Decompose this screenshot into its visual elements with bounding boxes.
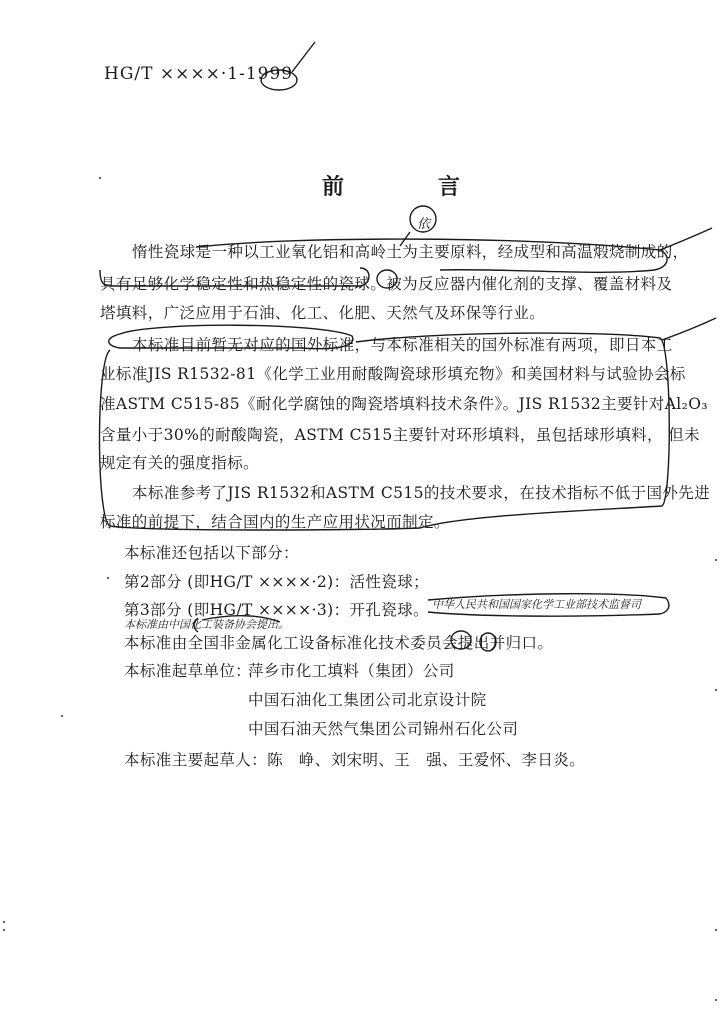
handwritten-side-note: 中华人民共和国国家化学工业部技术监督司	[432, 598, 641, 611]
page-title-right: 言	[438, 175, 461, 200]
paragraph-2-line-3: 准ASTM C515-85《耐化学腐蚀的陶瓷塔填料技术条件》。JIS R1532主要针对Al₂O₃	[100, 395, 708, 413]
document-number: HG/T ××××·1-1999	[104, 64, 294, 84]
scan-dot-3	[61, 715, 63, 717]
scan-dot-8	[3, 929, 5, 931]
drafter-unit-2: 中国石油化工集团公司北京设计院	[248, 691, 487, 709]
part-2-item: 第2部分 (即HG/T ××××·2)：活性瓷球；	[124, 573, 430, 591]
circled-correction-char: 依	[417, 217, 431, 232]
scan-dot-5	[715, 999, 717, 1001]
drafter-unit-1: 萍乡市化工填料（集团）公司	[248, 662, 455, 680]
drafter-label: 本标准起草单位：	[124, 662, 252, 680]
scan-dot-9	[715, 559, 717, 561]
authors-line: 本标准主要起草人：陈 峥、刘宋明、王 强、王爱怀、李日炎。	[124, 751, 586, 769]
scan-dot-6	[715, 929, 717, 931]
scan-dot-2	[107, 577, 109, 579]
drafter-unit-3: 中国石油天然气集团公司锦州石化公司	[248, 720, 519, 738]
part-3-item: 第3部分 (即HG/T ××××·3)：开孔瓷球。	[124, 601, 430, 619]
paragraph-2-line-5: 规定有关的强度指标。	[100, 454, 260, 472]
paragraph-1-line-3: 塔填料，广泛应用于石油、化工、化肥、天然气及环保等行业。	[100, 304, 546, 322]
paragraph-1-line-2: 具有足够化学稳定性和热稳定性的瓷球。被为反应器内催化剂的支撑、覆盖材料及	[100, 275, 673, 293]
parts-intro: 本标准还包括以下部分：	[124, 544, 299, 562]
proposer-statement: 本标准由全国非金属化工设备标准化技术委员会提出并归口。	[124, 634, 554, 652]
paragraph-3-line-2: 标准的前提下，结合国内的生产应用状况而制定。	[100, 513, 450, 531]
paragraph-2-line-2: 业标准JIS R1532-81《化学工业用耐酸陶瓷球形填充物》和美国材料与试验协会标	[100, 365, 686, 383]
scan-dot-4	[715, 689, 717, 691]
scan-dot-1	[99, 177, 101, 179]
paragraph-2-line-1: 本标准目前暂无对应的国外标准，与本标准相关的国外标准有两项，即日本工	[132, 336, 673, 354]
year-line-mark	[292, 42, 315, 72]
paragraph-3-line-1: 本标准参考了JIS R1532和ASTM C515的技术要求，在技术指标不低于国外先进	[132, 484, 711, 502]
paragraph-1-line-1: 惰性瓷球是一种以工业氧化铝和高岭土为主要原料，经成型和高温煅烧制成的，	[132, 243, 689, 261]
paragraph-2-line-4: 含量小于30%的耐酸陶瓷，ASTM C515主要针对环形填料，虽包括球形填料， 但未	[100, 426, 701, 444]
scan-dot-7	[3, 921, 5, 923]
page-title-left: 前	[322, 175, 345, 200]
handwritten-insert: 本标准由中国化工装备协会提出。	[124, 618, 289, 631]
